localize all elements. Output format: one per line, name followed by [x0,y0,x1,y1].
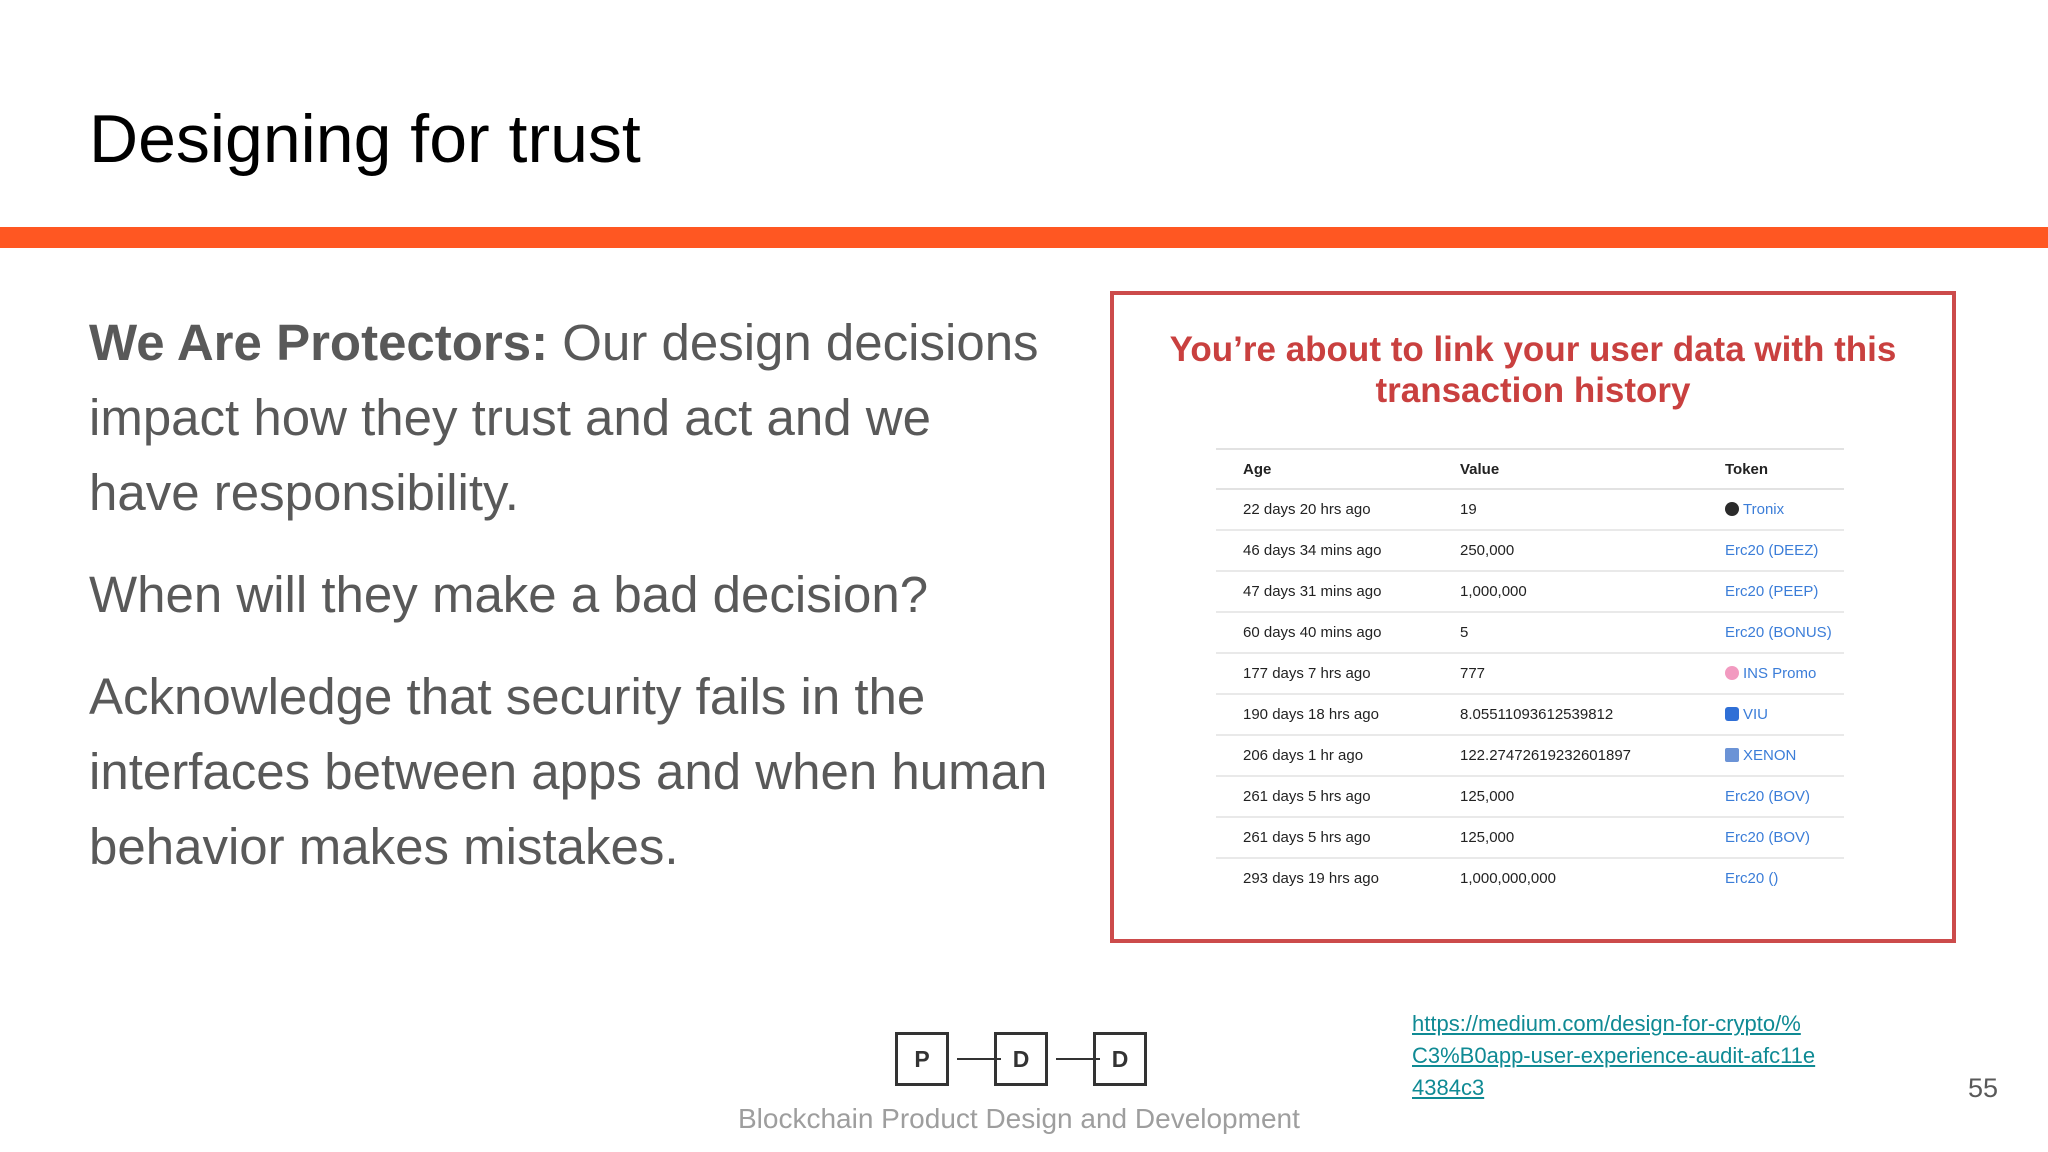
xenon-icon [1725,748,1739,762]
cell-token [1698,571,1844,612]
cell-age: 47 days 31 mins ago [1216,571,1433,612]
token-link: Tronix [1743,501,1785,518]
transaction-table [1216,448,1844,898]
table-row [1216,776,1844,817]
cell-age: 60 days 40 mins ago [1216,612,1433,653]
cell-value: 122.27472619232601897 [1433,735,1698,776]
accent-divider [0,227,2048,248]
slide-body [89,305,1049,911]
token-link: INS Promo [1743,665,1817,682]
screenshot-heading: You’re about to link your user data with this transaction history [1169,330,1897,410]
column-header-value: Value [1433,449,1698,489]
cell-token [1698,694,1844,735]
token-link: Erc20 (BONUS) [1725,624,1832,641]
table-row [1216,612,1844,653]
source-link[interactable] [1412,1008,1832,1104]
cell-age: 261 days 5 hrs ago [1216,817,1433,858]
logo-box-p: P [895,1032,949,1086]
page-number: 55 [1968,1073,1999,1103]
cell-token [1698,817,1844,858]
cell-age: 22 days 20 hrs ago [1216,489,1433,530]
cell-value: 777 [1433,653,1698,694]
cell-token [1698,735,1844,776]
logo-box-d1: D [994,1032,1048,1086]
cell-value: 125,000 [1433,776,1698,817]
table-body [1216,489,1844,898]
table-row [1216,735,1844,776]
cell-value: 19 [1433,489,1698,530]
paragraph-security: Acknowledge that security fails in the interfaces between apps and when human behavior makes mistakes. [89,668,1048,875]
logo-box-d2: D [1093,1032,1147,1086]
token-link: Erc20 (DEEZ) [1725,542,1819,559]
slide-title: Designing for trust [89,101,641,177]
token-link: XENON [1743,747,1797,764]
source-link-line[interactable]: 4384c3 [1412,1075,1485,1100]
table-row [1216,571,1844,612]
paragraph-protectors [89,305,1049,530]
token-link: Erc20 (BOV) [1725,788,1811,805]
column-header-age: Age [1216,449,1433,489]
cell-age: 190 days 18 hrs ago [1216,694,1433,735]
source-link-line[interactable]: https://medium.com/design-for-crypto/% [1412,1011,1801,1036]
token-link: Erc20 (PEEP) [1725,583,1819,600]
cell-age: 261 days 5 hrs ago [1216,776,1433,817]
cell-value: 125,000 [1433,817,1698,858]
tronix-icon [1725,502,1739,516]
token-link: VIU [1743,706,1769,723]
table-row [1216,653,1844,694]
cell-age: 46 days 34 mins ago [1216,530,1433,571]
footer-caption: Blockchain Product Design and Development [738,1103,1300,1134]
cell-token [1698,612,1844,653]
cell-value: 1,000,000,000 [1460,870,1556,887]
source-link-line[interactable]: C3%B0app-user-experience-audit-afc11e [1412,1043,1816,1068]
cell-value: 1,000,000 [1433,571,1698,612]
table-row [1216,489,1844,530]
ins-icon [1725,666,1739,680]
cell-token [1698,530,1844,571]
table-row [1216,817,1844,858]
transaction-screenshot [1110,291,1956,943]
table-row [1216,530,1844,571]
paragraph-bad-decision: When will they make a bad decision? [89,566,929,623]
table-header-row [1216,449,1844,489]
table-row [1216,694,1844,735]
token-link: Erc20 (BOV) [1725,829,1811,846]
cell-value: 250,000 [1433,530,1698,571]
table-row [1216,858,1844,898]
paragraph-text: Our design decisions impact how they trust and act and we have responsibility. [89,314,1039,521]
paragraph-lead: We Are Protectors: [89,314,549,371]
cell-token [1698,858,1844,898]
cell-token [1698,776,1844,817]
cell-age: 177 days 7 hrs ago [1216,653,1433,694]
token-link: Erc20 () [1725,870,1779,887]
cell-age: 293 days 19 hrs ago [1243,870,1379,887]
cell-value: 8.05511093612539812 [1433,694,1698,735]
cell-token [1698,489,1844,530]
viu-icon [1725,707,1739,721]
cell-value: 5 [1433,612,1698,653]
cell-token [1698,653,1844,694]
cell-age: 206 days 1 hr ago [1216,735,1433,776]
pdd-logo [895,1032,1151,1092]
column-header-token: Token [1698,449,1844,489]
